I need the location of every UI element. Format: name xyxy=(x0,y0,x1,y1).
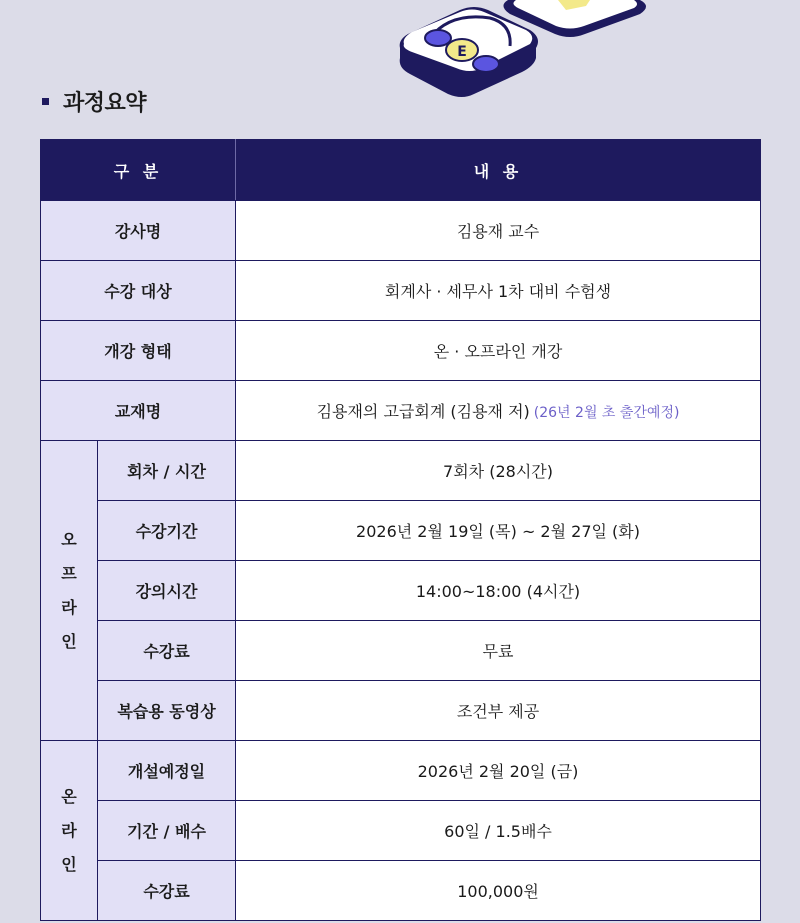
header-category: 구 분 xyxy=(41,140,236,201)
header-content: 내 용 xyxy=(236,140,761,201)
row-value-format: 온 · 오프라인 개강 xyxy=(236,321,761,381)
group-offline xyxy=(41,441,98,741)
course-summary-table xyxy=(40,139,761,921)
row-label-format: 개강 형태 xyxy=(41,321,236,381)
offline-label-period: 수강기간 xyxy=(98,501,236,561)
online-label-open-date: 개설예정일 xyxy=(98,741,236,801)
group-char: 인 xyxy=(61,631,77,651)
textbook-title: 김용재의 고급회계 (김용재 저) xyxy=(316,402,530,421)
group-char: 온 xyxy=(61,786,77,806)
table-row xyxy=(41,201,761,261)
offline-value-time: 14:00~18:00 (4시간) xyxy=(236,561,761,621)
online-value-fee: 100,000원 xyxy=(236,861,761,921)
group-char: 인 xyxy=(61,854,77,874)
offline-value-video: 조건부 제공 xyxy=(236,681,761,741)
section-heading xyxy=(42,86,146,117)
row-value-instructor: 김용재 교수 xyxy=(236,201,761,261)
svg-text:E: E xyxy=(457,44,467,60)
group-char: 라 xyxy=(61,597,77,617)
offline-label-fee: 수강료 xyxy=(98,621,236,681)
table-row xyxy=(41,441,761,501)
table-row xyxy=(41,861,761,921)
table-row xyxy=(41,801,761,861)
table-row xyxy=(41,261,761,321)
section-title: 과정요약 xyxy=(63,91,147,116)
offline-label-time: 강의시간 xyxy=(98,561,236,621)
table-row xyxy=(41,321,761,381)
offline-label-video: 복습용 동영상 xyxy=(98,681,236,741)
online-value-open-date: 2026년 2월 20일 (금) xyxy=(236,741,761,801)
row-label-instructor: 강사명 xyxy=(41,201,236,261)
row-label-target: 수강 대상 xyxy=(41,261,236,321)
group-char: 오 xyxy=(61,529,77,549)
table-row xyxy=(41,561,761,621)
online-label-fee: 수강료 xyxy=(98,861,236,921)
offline-value-period: 2026년 2월 19일 (목) ~ 2월 27일 (화) xyxy=(236,501,761,561)
table-header-row xyxy=(41,140,761,201)
row-label-textbook: 교재명 xyxy=(41,381,236,441)
offline-label-sessions: 회차 / 시간 xyxy=(98,441,236,501)
textbook-note: (26년 2월 초 출간예정) xyxy=(533,405,680,421)
offline-value-fee: 무료 xyxy=(236,621,761,681)
offline-value-sessions: 7회차 (28시간) xyxy=(236,441,761,501)
headphones-e-icon xyxy=(390,0,660,100)
table-row xyxy=(41,501,761,561)
table-row xyxy=(41,681,761,741)
online-label-duration: 기간 / 배수 xyxy=(98,801,236,861)
row-value-target: 회계사 · 세무사 1차 대비 수험생 xyxy=(236,261,761,321)
group-char: 프 xyxy=(61,563,77,583)
table-row xyxy=(41,741,761,801)
table-row xyxy=(41,381,761,441)
group-online xyxy=(41,741,98,921)
row-value-textbook xyxy=(236,381,761,441)
group-char: 라 xyxy=(61,820,77,840)
bullet-square-icon xyxy=(42,98,49,105)
online-value-duration: 60일 / 1.5배수 xyxy=(236,801,761,861)
table-row xyxy=(41,621,761,681)
